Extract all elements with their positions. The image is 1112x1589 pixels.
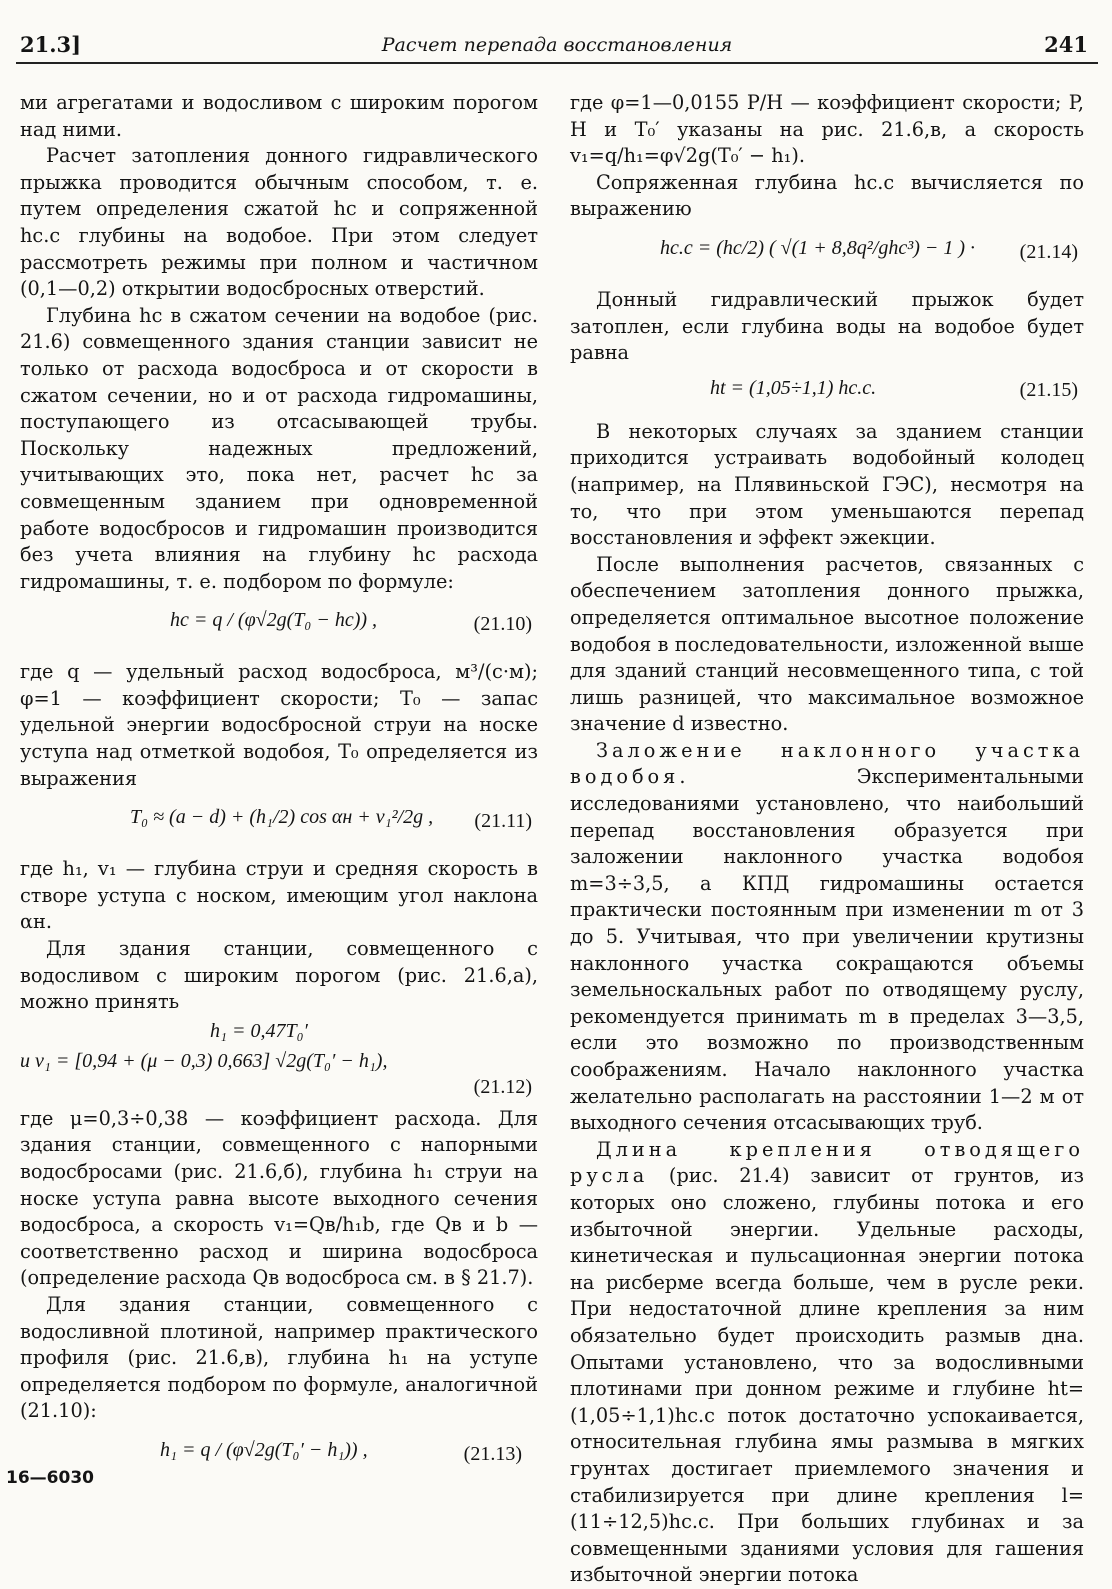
equation-21-12-a bbox=[20, 1018, 538, 1046]
left-column bbox=[20, 90, 538, 1489]
equation-formula: h₁ = q / (φ√2g(T₀′ − h₁)) , bbox=[160, 1438, 368, 1461]
paragraph: где μ=0,3÷0,38 — коэффициент расхода. Для здания станции, совмещенного с напорными водосбросами (рис. 21.6,б), глубина h₁ струи на носке уступа равна высоте выходного сечения водосброса, а скорость v₁=Qв/h₁b, где Qв и b — соответственно расход и ширина водосброса (определение расхода Qв водосброса см. в § 21.7). bbox=[20, 1106, 538, 1290]
printer-signature: 16—6030 bbox=[6, 1468, 94, 1488]
paragraph: Расчет затопления донного гидравлического прыжка проводится обычным способом, т. е. путем определения сжатой hс и сопряженной hс.с глубины на водобое. При этом следует рассмотреть режимы при полном и частичном (0,1—0,2) открытии водосбросных отверстий. bbox=[20, 144, 538, 301]
paragraph: Для здания станции, совмещенного с водосливной плотиной, например практического профиля (рис. 21.6,в), глубина h₁ на уступе определяется подбором по формуле, аналогичной (21.10): bbox=[20, 1292, 538, 1423]
paragraph: где h₁, v₁ — глубина струи и средняя скорость в створе уступа с носком, имеющим угол наклона αн. bbox=[20, 857, 538, 934]
paragraph: Донный гидравлический прыжок будет затоплен, если глубина воды на водобое будет равна bbox=[570, 287, 1084, 365]
equation-21-10 bbox=[20, 601, 538, 653]
paragraph: Глубина hс в сжатом сечении на водобое (рис. 21.6) совмещенного здания станции зависит не только от расхода водосброса и от скорости в сжатом сечении, но и от расхода гидромашины, поступающего из отсасывающей трубы. Поскольку надежных предложений, учитывающих это, пока нет, расчет hс за совмещенным зданием при одновременной работе водосбросов и гидромашин производится без учета влияния на глубину hс расхода гидромашины, т. е. подбором по формуле: bbox=[20, 303, 538, 593]
equation-number: (21.11) bbox=[474, 810, 532, 833]
paragraph bbox=[570, 1137, 1084, 1589]
equation-formula: hс.с = (hс/2) ( √(1 + 8,8q²/ghс³) − 1 ) · bbox=[660, 236, 976, 259]
paragraph: ми агрегатами и водосливом с широким порогом над ними. bbox=[20, 91, 538, 141]
equation-formula: h₁ = 0,47T₀′ bbox=[210, 1019, 308, 1042]
paragraph: где φ=1—0,0155 P/H — коэффициент скорости; P, H и T₀′ указаны на рис. 21.6,в, а скорость v₁=q/h₁=φ√2g(T₀′ − h₁). bbox=[570, 91, 1084, 168]
running-header bbox=[16, 30, 1098, 60]
running-title: Расчет перепада восстановления bbox=[381, 34, 733, 56]
paragraph: После выполнения расчетов, связанных с обеспечением затопления донного прыжка, определяется оптимальное высотное положение водобоя в последовательности, изложенной выше для зданий станций несовмещенного типа, с той лишь разницей, что максимальное возможное значение d известно. bbox=[570, 552, 1084, 736]
equation-number: (21.14) bbox=[1019, 240, 1078, 263]
equation-21-12-b bbox=[20, 1048, 538, 1076]
equation-number: (21.10) bbox=[473, 613, 532, 636]
equation-formula: hс = q / (φ√2g(T₀ − hс)) , bbox=[170, 609, 378, 632]
page-number: 241 bbox=[1044, 32, 1088, 57]
equation-number: (21.13) bbox=[463, 1442, 522, 1465]
equation-number: (21.12) bbox=[473, 1075, 532, 1098]
spaced-heading: Длина крепления отводящего русла bbox=[570, 1137, 1084, 1188]
equation-number: (21.15) bbox=[1019, 378, 1078, 401]
paragraph: где q — удельный расход водосброса, м³/(с·м); φ=1 — коэффициент скорости; T₀ — запас удельной энергии водосбросной струи на носке уступа над отметкой водобоя, T₀ определяется из выражения bbox=[20, 660, 538, 790]
paragraph: Сопряженная глубина hс.с вычисляется по выражению bbox=[570, 170, 1084, 221]
paragraph bbox=[570, 738, 1084, 1137]
equation-formula: T₀ ≈ (a − d) + (h₁/2) cos αн + v₁²/2g , bbox=[130, 806, 434, 829]
spaced-heading: Заложение наклонного участка водобоя. bbox=[570, 738, 1084, 789]
equation-21-13 bbox=[20, 1431, 538, 1483]
equation-formula: и v₁ = [0,94 + (μ − 0,3) 0,663] √2g(T₀′ − h₁), bbox=[20, 1049, 388, 1072]
equation-21-15 bbox=[570, 373, 1084, 413]
equation-21-11 bbox=[20, 798, 538, 850]
right-column bbox=[570, 90, 1084, 1589]
paragraph-text: Экспериментальными исследованиями установлено, что наибольший перепад восстановления образуется при заложении наклонного участка водобоя m=3÷3,5, а КПД гидромашины остается практически постоянным при изменении m от 3 до 5. Учитывая, что при увеличении крутизны наклонного участка сокращаются объемы земельноскальных работ по отводящему руслу, рекомендуется принимать m в пределах 3—3,5, если это возможно по производственным соображениям. Начало наклонного участка желательно располагать на расстоянии 1—2 м от выходного сечения отсасывающих труб. bbox=[570, 765, 1084, 1135]
equation-formula: ht = (1,05÷1,1) hс.с. bbox=[710, 376, 877, 399]
section-number: 21.3] bbox=[20, 32, 82, 57]
equation-21-14 bbox=[570, 229, 1084, 281]
equation-21-12-number bbox=[20, 1076, 538, 1102]
paragraph: Для здания станции, совмещенного с водосливом с широким порогом (рис. 21.6,а), можно принять bbox=[20, 937, 538, 1014]
header-rule bbox=[16, 62, 1098, 64]
paragraph: В некоторых случаях за зданием станции приходится устраивать водобойный колодец (например, на Плявиньской ГЭС), несмотря на то, что при этом уменьшаются перепад восстановления и эффект эжекции. bbox=[570, 419, 1084, 550]
paragraph-text: (рис. 21.4) зависит от грунтов, из которых оно сложено, глубины потока и его избыточной энергии. Удельные расходы, кинетическая и пульсационная энергии потока на рисберме всегда больше, чем в русле реки. При недостаточной длине крепления за ним обязательно будет происходить размыв дна. Опытами установлено, что за водосливными плотинами при донном режиме и глубине ht=(1,05÷1,1)hс.с поток достаточно успокаивается, относительная глубина ямы размыва в мягких грунтах достигает приемлемого значения и стабилизируется при длине крепления l=(11÷12,5)hс.с. При больших глубинах и за совмещенными зданиями условия для гашения избыточной энергии потока bbox=[570, 1164, 1084, 1587]
